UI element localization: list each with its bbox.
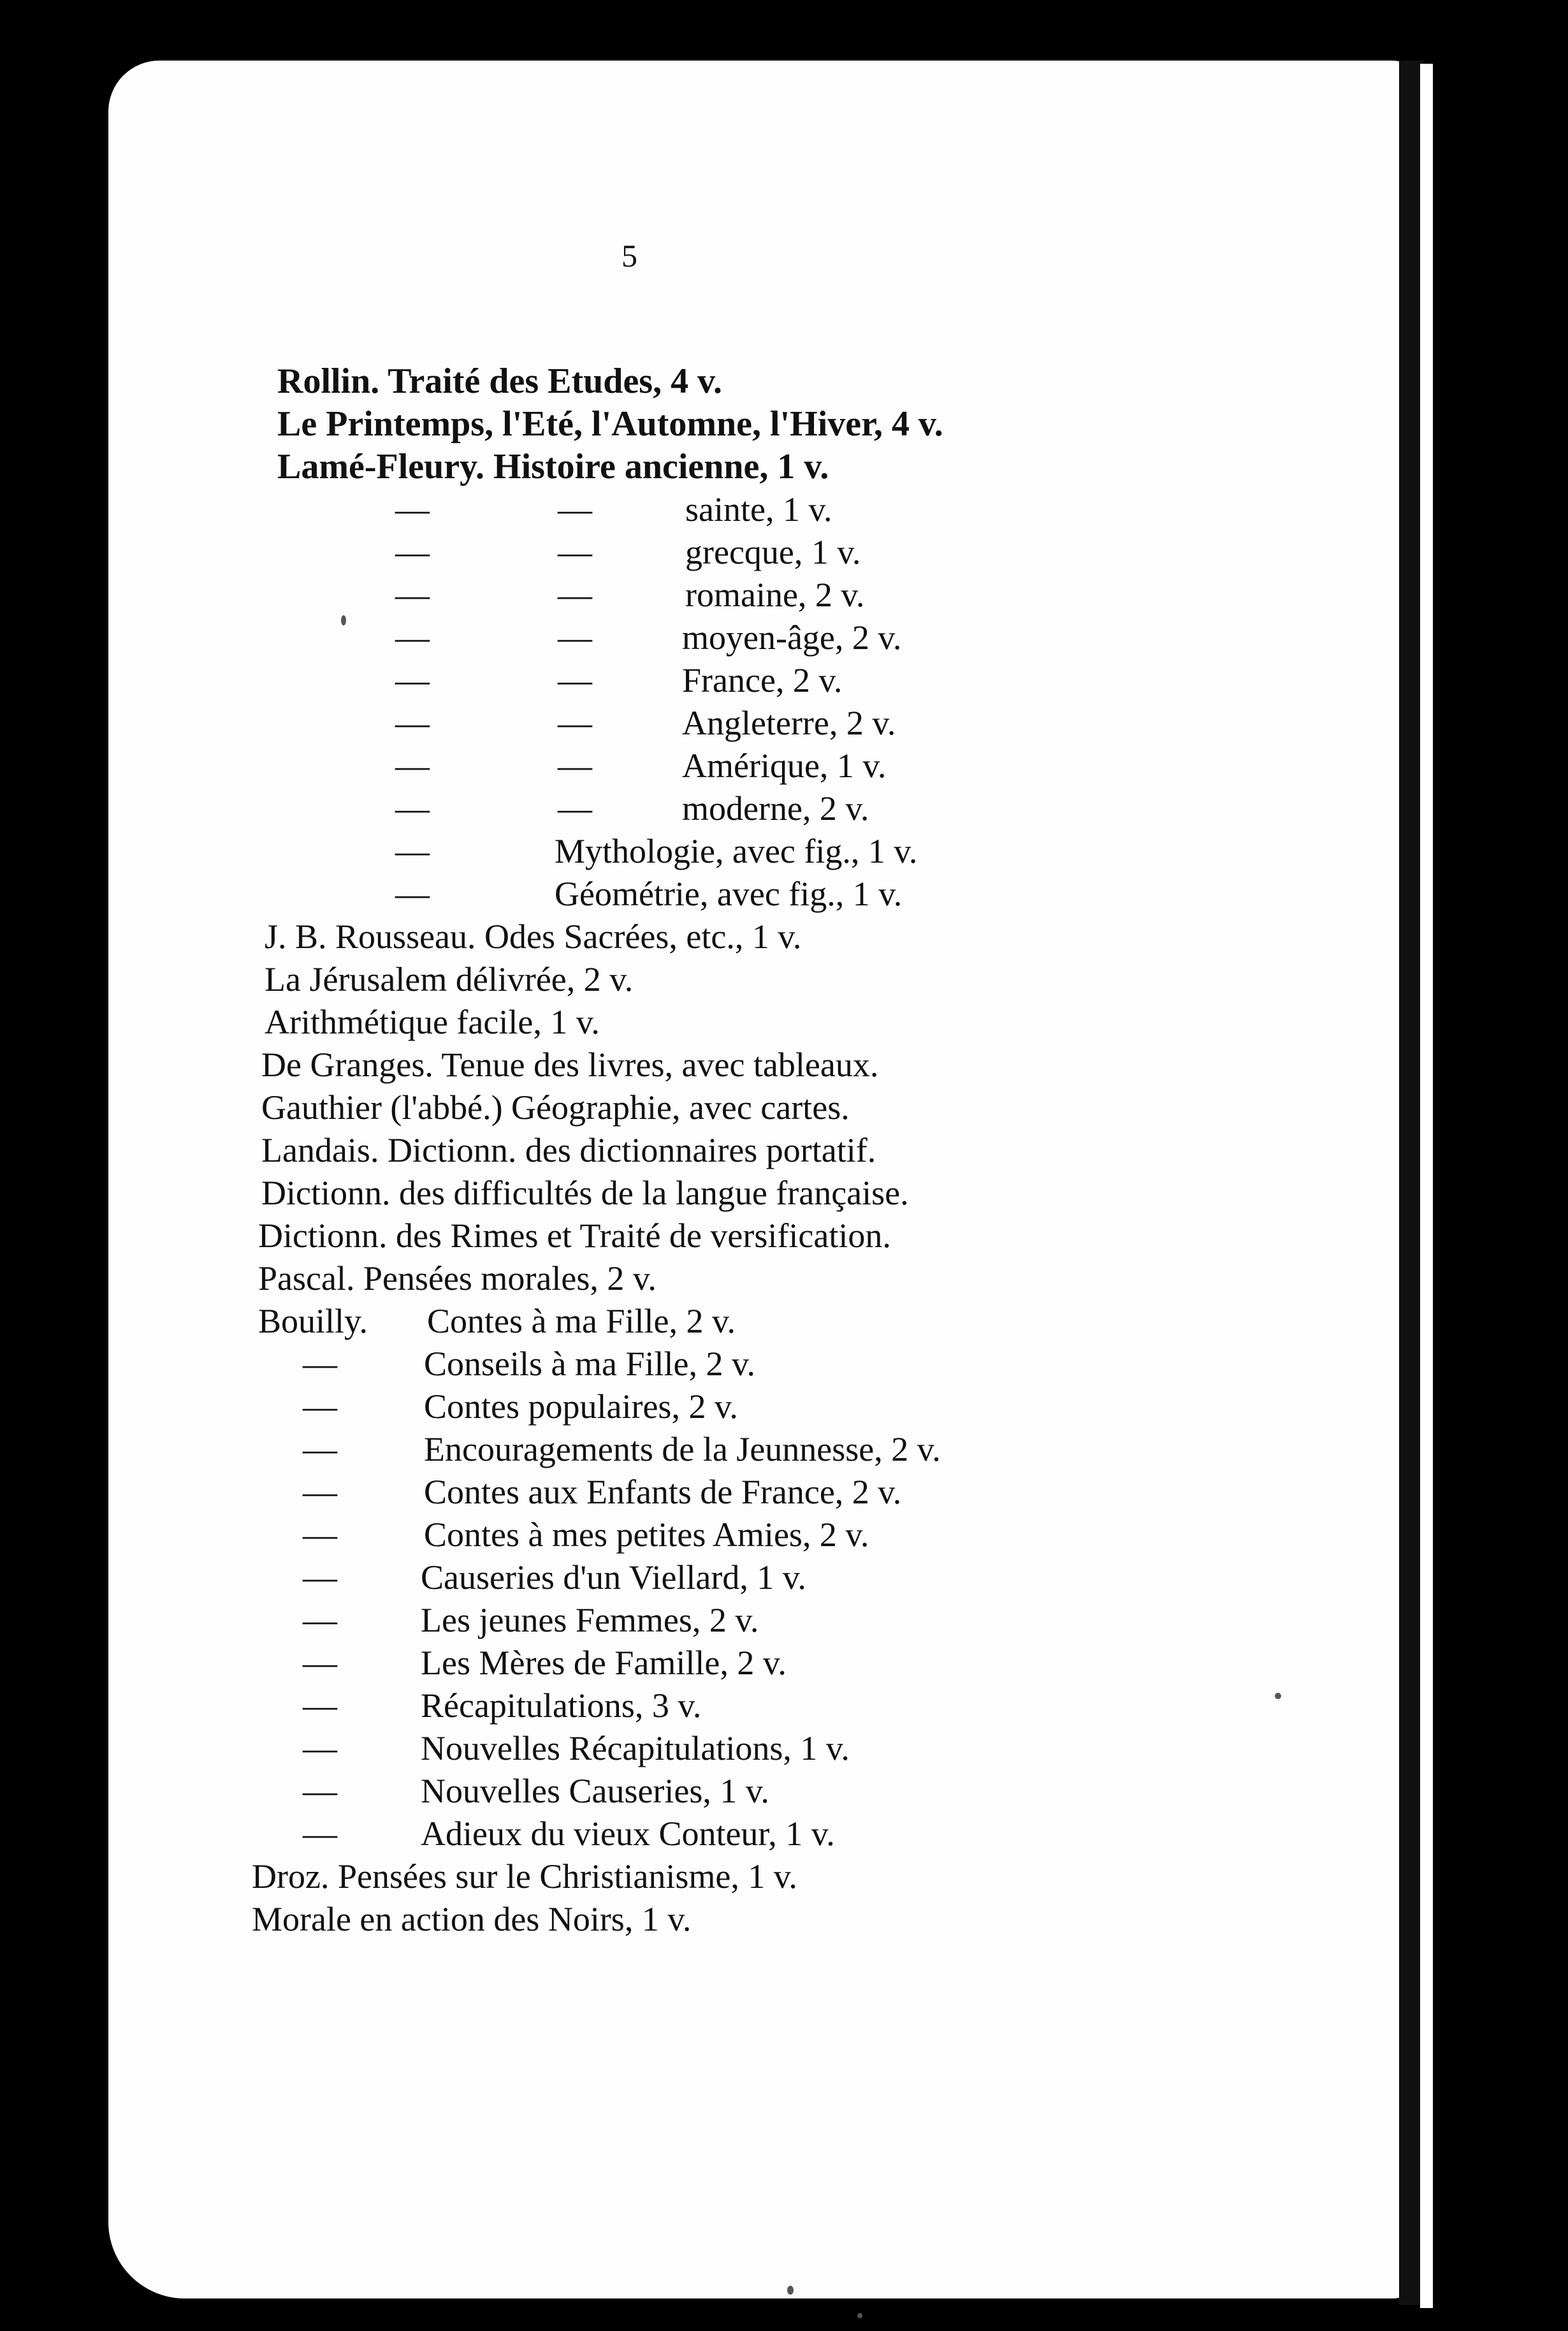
catalog-entry: La Jérusalem délivrée, 2 v. [265,960,634,998]
ditto-dash: — [395,490,430,529]
ditto-dash: — [303,1473,337,1511]
catalog-entry: Nouvelles Causeries, 1 v. [421,1772,769,1810]
ditto-dash: — [303,1345,337,1383]
catalog-entry: Landais. Dictionn. des dictionnaires portatif. [261,1131,876,1169]
catalog-entry: Causeries d'un Viellard, 1 v. [421,1558,806,1597]
catalog-entry: sainte, 1 v. [685,490,832,529]
ditto-dash: — [558,618,592,657]
ditto-dash: — [303,1815,337,1853]
catalog-entry: moyen-âge, 2 v. [682,618,902,657]
ditto-dash: — [395,704,430,742]
catalog-entry: Récapitulations, 3 v. [421,1686,702,1725]
ditto-dash: — [395,576,430,614]
catalog-entry: Les Mères de Famille, 2 v. [421,1644,787,1682]
catalog-entry: Nouvelles Récapitulations, 1 v. [421,1729,850,1767]
print-speck [857,2313,862,2318]
catalog-entry: Pascal. Pensées morales, 2 v. [258,1259,657,1297]
catalog-entry: France, 2 v. [682,661,843,699]
ditto-dash: — [558,490,592,529]
ditto-dash: — [303,1558,337,1597]
ditto-dash: — [558,747,592,785]
catalog-entry: Angleterre, 2 v. [682,704,896,742]
page-number: 5 [621,238,637,274]
ditto-dash: — [395,747,430,785]
catalog-entry: Rollin. Traité des Etudes, 4 v. [277,362,723,401]
ditto-dash: — [303,1686,337,1725]
catalog-entry: romaine, 2 v. [685,576,865,614]
ditto-dash: — [303,1601,337,1639]
ditto-dash: — [395,661,430,699]
catalog-entry: Contes populaires, 2 v. [424,1387,738,1426]
catalog-entry: Les jeunes Femmes, 2 v. [421,1601,759,1639]
ditto-dash: — [303,1387,337,1426]
ditto-dash: — [558,661,592,699]
ditto-dash: — [395,618,430,657]
ditto-dash: — [303,1516,337,1554]
catalog-entry: Géométrie, avec fig., 1 v. [555,875,903,913]
ditto-dash: — [303,1430,337,1468]
catalog-entry: Droz. Pensées sur le Christianisme, 1 v. [252,1857,797,1896]
catalog-entry: Mythologie, avec fig., 1 v. [555,832,918,870]
catalog-entry: Amérique, 1 v. [682,747,887,785]
catalog-entry: Arithmétique facile, 1 v. [265,1003,600,1041]
catalog-entry: Contes à ma Fille, 2 v. [427,1302,736,1340]
catalog-entry: Dictionn. des difficultés de la langue française. [261,1174,909,1212]
ditto-dash: — [395,875,430,913]
ditto-dash: — [558,576,592,614]
catalog-entry: grecque, 1 v. [685,533,861,571]
ditto-dash: — [395,789,430,828]
catalog-entry: Morale en action des Noirs, 1 v. [252,1900,692,1938]
ditto-dash: — [303,1729,337,1767]
ditto-dash: — [395,533,430,571]
catalog-entry: Le Printemps, l'Eté, l'Automne, l'Hiver, 4 v. [277,404,943,444]
catalog-entry: Gauthier (l'abbé.) Géographie, avec cartes. [261,1088,850,1127]
ditto-dash: — [558,533,592,571]
catalog-entry: J. B. Rousseau. Odes Sacrées, etc., 1 v. [265,917,802,956]
ditto-dash: — [303,1772,337,1810]
ditto-dash: — [558,704,592,742]
catalog-entry: Conseils à ma Fille, 2 v. [424,1345,755,1383]
catalog-entry: moderne, 2 v. [682,789,869,828]
ditto-dash: — [395,832,430,870]
catalog-entry: Adieux du vieux Conteur, 1 v. [421,1815,835,1853]
catalog-entry: Contes aux Enfants de France, 2 v. [424,1473,902,1511]
ditto-dash: — [303,1644,337,1682]
catalog-entry: Dictionn. des Rimes et Traité de versification. [258,1217,891,1255]
author-name: Bouilly. [258,1302,368,1340]
catalog-entry: Contes à mes petites Amies, 2 v. [424,1516,869,1554]
print-speck [341,615,346,625]
catalog-entry: De Granges. Tenue des livres, avec tableaux. [261,1046,879,1084]
print-speck [1275,1693,1281,1699]
catalog-entry: Encouragements de la Jeunnesse, 2 v. [424,1430,941,1468]
catalog-entry: Lamé-Fleury. Histoire ancienne, 1 v. [277,447,829,486]
print-speck [787,2286,794,2295]
ditto-dash: — [558,789,592,828]
